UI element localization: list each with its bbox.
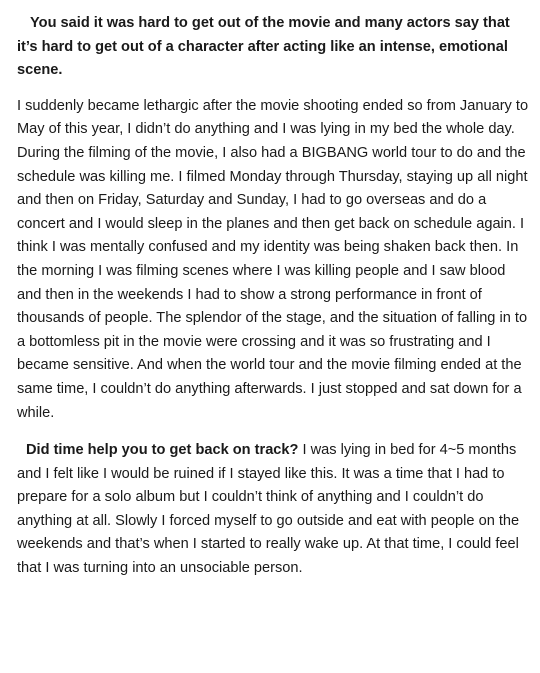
interview-question-1: You said it was hard to get out of the movie and many actors say that it’s hard to get out of a character after acting like an intense, emotional scene.: [17, 15, 510, 79]
interview-question-2: Did time help you to get back on track?: [26, 442, 299, 459]
interview-qa-2: [17, 439, 530, 581]
interview-answer-1: I suddenly became lethargic after the movie shooting ended so from January to May of this year, I didn’t do anything and I was lying in my bed the whole day. During the filming of the movie, I also had a BIGBANG world tour to do and the schedule was killing me. I filmed Monday through Thursday, staying up all night and then on Friday, Saturday and Sunday, I had to go overseas and do a concert and I would sleep in the planes and then get back on schedule again. I think I was mentally confused and my identity was being shaken back then. In the morning I was filming scenes where I was killing people and I saw blood and then in the weekends I had to show a strong performance in front of thousands of people. The splendor of the stage, and the situation of falling in to a bottomless pit in the movie were crossing and it was so frustrating and I became sensitive. And when the world tour and the movie filming ended at the same time, I couldn’t do anything afterwards. I just stopped and sat down for a while.: [17, 97, 529, 421]
interview-answer-2: I was lying in bed for 4~5 months and I felt like I would be ruined if I stayed like this. It was a time that I had to prepare for a solo album but I couldn’t think of anything and I couldn’t do anything at all. Slowly I forced myself to go outside and eat with people on the weekends and that’s when I started to really wake up. At that time, I could feel that I was turning into an unsociable person.: [17, 442, 520, 577]
